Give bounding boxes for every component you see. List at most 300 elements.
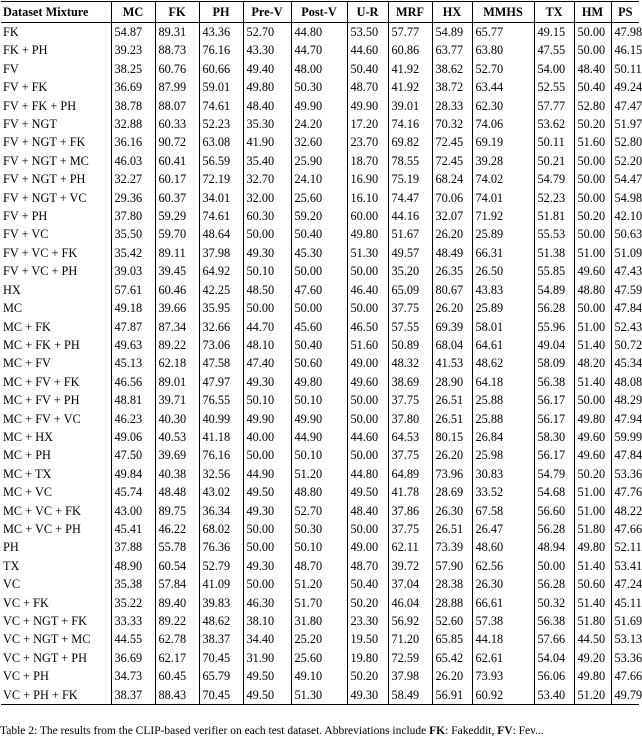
score-cell: 50.21 <box>534 152 574 170</box>
score-cell: 68.04 <box>432 336 472 354</box>
score-cell: 31.80 <box>291 612 347 630</box>
score-cell: 48.10 <box>243 336 291 354</box>
score-cell: 50.00 <box>291 299 347 317</box>
score-cell: 37.75 <box>388 520 432 538</box>
score-cell: 59.01 <box>199 78 243 96</box>
table-row <box>1 23 639 42</box>
score-cell: 36.16 <box>111 133 155 151</box>
score-cell: 43.02 <box>199 483 243 501</box>
score-cell: 68.24 <box>432 170 472 188</box>
score-cell: 43.83 <box>472 281 534 299</box>
caption-abbreviation: FV <box>497 725 513 737</box>
score-cell: 64.92 <box>199 262 243 280</box>
score-cell: 41.53 <box>432 354 472 372</box>
score-cell: 89.11 <box>155 244 199 262</box>
score-cell: 59.99 <box>611 428 639 446</box>
score-cell: 60.30 <box>243 207 291 225</box>
score-cell: 37.86 <box>388 502 432 520</box>
score-cell: 48.40 <box>347 502 388 520</box>
score-cell: 70.32 <box>432 115 472 133</box>
score-cell: 72.59 <box>388 649 432 667</box>
score-cell: 48.48 <box>155 483 199 501</box>
score-cell: 25.20 <box>291 630 347 648</box>
score-cell: 28.38 <box>432 575 472 593</box>
score-cell: 54.79 <box>534 465 574 483</box>
score-cell: 64.61 <box>472 336 534 354</box>
score-cell: 51.30 <box>347 244 388 262</box>
table-row <box>1 557 639 575</box>
score-cell: 50.40 <box>291 336 347 354</box>
score-cell: 39.23 <box>111 41 155 59</box>
score-cell: 55.78 <box>155 538 199 556</box>
score-cell: 31.90 <box>243 649 291 667</box>
score-cell: 78.55 <box>388 152 432 170</box>
score-cell: 50.11 <box>611 60 639 78</box>
table-row <box>1 41 639 59</box>
score-cell: 76.16 <box>199 446 243 464</box>
score-cell: 49.40 <box>243 60 291 78</box>
dataset-mixture-cell: FV + NGT + VC <box>3 190 87 205</box>
score-cell: 46.50 <box>347 318 388 336</box>
score-cell: 63.08 <box>199 133 243 151</box>
score-cell: 74.02 <box>472 170 534 188</box>
score-cell: 35.30 <box>243 115 291 133</box>
score-cell: 24.10 <box>291 170 347 188</box>
dataset-mixture-cell: FV <box>3 61 19 76</box>
score-cell: 45.60 <box>291 318 347 336</box>
score-cell: 16.10 <box>347 189 388 207</box>
column-header: HX <box>432 2 472 23</box>
score-cell: 36.34 <box>199 502 243 520</box>
caption-text: Table 2: The results from the CLIP-based verifier on each test dataset. Abbreviations include <box>0 725 430 737</box>
score-cell: 44.90 <box>243 465 291 483</box>
score-cell: 38.25 <box>111 60 155 78</box>
score-cell: 60.54 <box>155 557 199 575</box>
score-cell: 44.55 <box>111 630 155 648</box>
score-cell: 26.84 <box>472 428 534 446</box>
score-cell: 49.50 <box>347 483 388 501</box>
score-cell: 53.40 <box>534 686 574 705</box>
score-cell: 62.17 <box>155 649 199 667</box>
score-cell: 49.80 <box>574 538 611 556</box>
score-cell: 47.84 <box>611 446 639 464</box>
score-cell: 36.69 <box>111 78 155 96</box>
table-row <box>1 133 639 151</box>
score-cell: 41.90 <box>243 133 291 151</box>
score-cell: 34.73 <box>111 667 155 685</box>
table-row <box>1 483 639 501</box>
table-row <box>1 299 639 317</box>
score-cell: 58.30 <box>534 428 574 446</box>
score-cell: 51.09 <box>611 244 639 262</box>
score-cell: 50.89 <box>388 336 432 354</box>
score-cell: 52.20 <box>611 152 639 170</box>
score-cell: 46.40 <box>347 281 388 299</box>
score-cell: 88.73 <box>155 41 199 59</box>
score-cell: 47.50 <box>111 446 155 464</box>
score-cell: 60.33 <box>155 115 199 133</box>
score-cell: 50.00 <box>347 520 388 538</box>
score-cell: 69.39 <box>432 318 472 336</box>
score-cell: 89.22 <box>155 336 199 354</box>
score-cell: 72.45 <box>432 133 472 151</box>
score-cell: 49.60 <box>347 373 388 391</box>
score-cell: 50.00 <box>534 557 574 575</box>
score-cell: 40.53 <box>155 428 199 446</box>
score-cell: 41.18 <box>199 428 243 446</box>
score-cell: 44.80 <box>347 465 388 483</box>
score-cell: 50.00 <box>347 410 388 428</box>
score-cell: 47.97 <box>199 373 243 391</box>
score-cell: 48.29 <box>611 391 639 409</box>
score-cell: 28.69 <box>432 483 472 501</box>
score-cell: 88.43 <box>155 686 199 705</box>
score-cell: 32.56 <box>199 465 243 483</box>
score-cell: 35.50 <box>111 225 155 243</box>
dataset-mixture-cell: VC + FK <box>3 595 49 610</box>
score-cell: 74.61 <box>199 207 243 225</box>
score-cell: 41.09 <box>199 575 243 593</box>
score-cell: 24.20 <box>291 115 347 133</box>
score-cell: 60.17 <box>155 170 199 188</box>
table-row <box>1 373 639 391</box>
score-cell: 38.37 <box>199 630 243 648</box>
score-cell: 47.59 <box>611 281 639 299</box>
table-row <box>1 170 639 188</box>
score-cell: 49.30 <box>243 373 291 391</box>
score-cell: 69.82 <box>388 133 432 151</box>
dataset-mixture-cell: FV + VC + FK <box>3 245 78 260</box>
score-cell: 40.00 <box>243 428 291 446</box>
score-cell: 39.03 <box>111 262 155 280</box>
score-cell: 44.16 <box>388 207 432 225</box>
table-row <box>1 244 639 262</box>
score-cell: 63.77 <box>432 41 472 59</box>
score-cell: 58.49 <box>388 686 432 705</box>
score-cell: 32.70 <box>243 170 291 188</box>
score-cell: 66.31 <box>472 244 534 262</box>
score-cell: 37.98 <box>388 667 432 685</box>
score-cell: 39.28 <box>472 152 534 170</box>
table-row <box>1 649 639 667</box>
score-cell: 46.22 <box>155 520 199 538</box>
score-cell: 44.80 <box>291 23 347 42</box>
score-cell: 57.38 <box>472 612 534 630</box>
results-table <box>1 1 642 705</box>
score-cell: 55.96 <box>534 318 574 336</box>
caption-text: : Fev... <box>512 725 544 737</box>
score-cell: 25.60 <box>291 649 347 667</box>
score-cell: 47.40 <box>243 354 291 372</box>
score-cell: 74.61 <box>199 97 243 115</box>
score-cell: 45.11 <box>611 594 639 612</box>
score-cell: 50.40 <box>347 575 388 593</box>
score-cell: 25.98 <box>472 446 534 464</box>
score-cell: 50.00 <box>243 575 291 593</box>
score-cell: 37.80 <box>111 207 155 225</box>
score-cell: 47.66 <box>611 667 639 685</box>
score-cell: 48.20 <box>574 354 611 372</box>
score-cell: 68.02 <box>199 520 243 538</box>
score-cell: 48.00 <box>291 60 347 78</box>
score-cell: 46.23 <box>111 410 155 428</box>
score-cell: 45.41 <box>111 520 155 538</box>
score-cell: 35.40 <box>243 152 291 170</box>
column-header: TX <box>534 2 574 23</box>
score-cell: 40.38 <box>155 465 199 483</box>
score-cell: 48.62 <box>199 612 243 630</box>
score-cell: 51.30 <box>291 686 347 705</box>
score-cell: 60.66 <box>199 60 243 78</box>
score-cell: 52.55 <box>534 78 574 96</box>
score-cell: 47.24 <box>611 575 639 593</box>
score-cell: 37.98 <box>199 244 243 262</box>
score-cell: 54.89 <box>534 281 574 299</box>
score-cell: 33.52 <box>472 483 534 501</box>
score-cell: 25.88 <box>472 410 534 428</box>
score-cell: 28.33 <box>432 97 472 115</box>
score-cell: 47.58 <box>199 354 243 372</box>
score-cell: 49.63 <box>111 336 155 354</box>
dataset-mixture-cell: MC + VC + PH <box>3 521 81 536</box>
score-cell: 56.28 <box>534 520 574 538</box>
score-cell: 17.20 <box>347 115 388 133</box>
score-cell: 49.30 <box>243 557 291 575</box>
score-cell: 52.80 <box>611 133 639 151</box>
score-cell: 50.11 <box>534 133 574 151</box>
dataset-mixture-cell: MC <box>3 301 23 316</box>
score-cell: 38.37 <box>111 686 155 705</box>
score-cell: 54.47 <box>611 170 639 188</box>
score-cell: 39.72 <box>388 557 432 575</box>
score-cell: 62.61 <box>472 649 534 667</box>
score-cell: 38.78 <box>111 97 155 115</box>
score-cell: 49.90 <box>243 410 291 428</box>
score-cell: 39.66 <box>155 299 199 317</box>
score-cell: 65.85 <box>432 630 472 648</box>
score-cell: 50.30 <box>291 78 347 96</box>
score-cell: 37.88 <box>111 538 155 556</box>
score-cell: 49.80 <box>243 78 291 96</box>
table-row <box>1 391 639 409</box>
column-header: PS <box>611 2 639 23</box>
score-cell: 88.07 <box>155 97 199 115</box>
score-cell: 26.35 <box>432 262 472 280</box>
score-cell: 48.80 <box>291 483 347 501</box>
score-cell: 47.76 <box>611 483 639 501</box>
score-cell: 50.00 <box>574 170 611 188</box>
score-cell: 80.15 <box>432 428 472 446</box>
score-cell: 53.36 <box>611 649 639 667</box>
score-cell: 56.38 <box>534 612 574 630</box>
dataset-mixture-cell: MC + HX <box>3 429 53 444</box>
score-cell: 44.18 <box>472 630 534 648</box>
score-cell: 43.30 <box>243 41 291 59</box>
score-cell: 32.88 <box>111 115 155 133</box>
score-cell: 37.75 <box>388 446 432 464</box>
score-cell: 40.30 <box>155 410 199 428</box>
table-row <box>1 446 639 464</box>
score-cell: 41.92 <box>388 60 432 78</box>
score-cell: 50.00 <box>574 41 611 59</box>
score-cell: 63.80 <box>472 41 534 59</box>
score-cell: 50.20 <box>574 207 611 225</box>
table-row <box>1 78 639 96</box>
dataset-mixture-cell: VC + NGT + FK <box>3 614 88 628</box>
score-cell: 48.08 <box>611 373 639 391</box>
score-cell: 18.70 <box>347 152 388 170</box>
score-cell: 51.20 <box>291 465 347 483</box>
dataset-mixture-cell: FK + PH <box>3 43 48 58</box>
score-cell: 56.06 <box>534 667 574 685</box>
score-cell: 28.88 <box>432 594 472 612</box>
score-cell: 35.38 <box>111 575 155 593</box>
score-cell: 54.79 <box>534 170 574 188</box>
score-cell: 34.01 <box>199 189 243 207</box>
dataset-mixture-cell: FV + NGT + FK <box>3 135 86 150</box>
dataset-mixture-cell: FV + VC + PH <box>3 264 78 279</box>
score-cell: 56.17 <box>534 391 574 409</box>
score-cell: 52.11 <box>611 538 639 556</box>
score-cell: 50.30 <box>291 520 347 538</box>
score-cell: 51.69 <box>611 612 639 630</box>
score-cell: 60.41 <box>155 152 199 170</box>
table-row <box>1 612 639 630</box>
score-cell: 49.50 <box>243 667 291 685</box>
score-cell: 32.66 <box>199 318 243 336</box>
score-cell: 50.10 <box>243 262 291 280</box>
score-cell: 47.98 <box>611 23 639 42</box>
dataset-mixture-cell: FV + PH <box>3 209 48 224</box>
table-row <box>1 465 639 483</box>
score-cell: 73.06 <box>199 336 243 354</box>
score-cell: 39.69 <box>155 446 199 464</box>
score-cell: 26.47 <box>472 520 534 538</box>
score-cell: 56.17 <box>534 446 574 464</box>
score-cell: 49.80 <box>291 373 347 391</box>
column-header: Dataset Mixture <box>1 2 111 23</box>
score-cell: 36.69 <box>111 649 155 667</box>
dataset-mixture-cell: MC + PH <box>3 448 51 463</box>
score-cell: 47.94 <box>611 410 639 428</box>
score-cell: 51.40 <box>574 336 611 354</box>
score-cell: 52.60 <box>432 612 472 630</box>
score-cell: 54.89 <box>432 23 472 42</box>
score-cell: 28.90 <box>432 373 472 391</box>
score-cell: 50.20 <box>347 667 388 685</box>
score-cell: 73.96 <box>432 465 472 483</box>
dataset-mixture-cell: FV + NGT <box>3 117 57 132</box>
table-row <box>1 594 639 612</box>
score-cell: 89.22 <box>155 612 199 630</box>
score-cell: 48.90 <box>111 557 155 575</box>
score-cell: 38.69 <box>388 373 432 391</box>
score-cell: 48.60 <box>472 538 534 556</box>
score-cell: 49.06 <box>111 428 155 446</box>
dataset-mixture-cell: MC + FV <box>3 356 51 371</box>
score-cell: 38.62 <box>432 60 472 78</box>
score-cell: 16.90 <box>347 170 388 188</box>
score-cell: 67.58 <box>472 502 534 520</box>
score-cell: 64.53 <box>388 428 432 446</box>
table-caption <box>0 724 640 738</box>
score-cell: 50.00 <box>574 152 611 170</box>
score-cell: 72.45 <box>432 152 472 170</box>
score-cell: 45.30 <box>291 244 347 262</box>
dataset-mixture-cell: PH <box>3 540 19 555</box>
column-header: Pre-V <box>243 2 291 23</box>
column-header: MRF <box>388 2 432 23</box>
score-cell: 76.55 <box>199 391 243 409</box>
score-cell: 25.60 <box>291 189 347 207</box>
score-cell: 49.15 <box>534 23 574 42</box>
dataset-mixture-cell: MC + FK <box>3 319 51 334</box>
dataset-mixture-cell: FV + VC <box>3 227 49 242</box>
score-cell: 60.00 <box>347 207 388 225</box>
score-cell: 50.63 <box>611 225 639 243</box>
table-row <box>1 189 639 207</box>
score-cell: 64.89 <box>388 465 432 483</box>
score-cell: 47.87 <box>111 318 155 336</box>
score-cell: 49.30 <box>347 686 388 705</box>
table-row <box>1 152 639 170</box>
score-cell: 66.61 <box>472 594 534 612</box>
score-cell: 49.80 <box>574 667 611 685</box>
score-cell: 51.40 <box>574 373 611 391</box>
score-cell: 62.11 <box>388 538 432 556</box>
score-cell: 48.80 <box>574 281 611 299</box>
score-cell: 37.75 <box>388 391 432 409</box>
score-cell: 50.20 <box>574 465 611 483</box>
table-row <box>1 667 639 685</box>
score-cell: 50.20 <box>574 115 611 133</box>
table-row <box>1 575 639 593</box>
score-cell: 53.50 <box>347 23 388 42</box>
table-row <box>1 630 639 648</box>
score-cell: 51.97 <box>611 115 639 133</box>
score-cell: 46.04 <box>388 594 432 612</box>
score-cell: 50.00 <box>291 262 347 280</box>
score-cell: 26.20 <box>432 446 472 464</box>
score-cell: 47.66 <box>611 520 639 538</box>
score-cell: 76.16 <box>199 41 243 59</box>
score-cell: 70.06 <box>432 189 472 207</box>
dataset-mixture-cell: MC + VC <box>3 485 53 500</box>
score-cell: 90.72 <box>155 133 199 151</box>
score-cell: 50.00 <box>347 446 388 464</box>
table-row <box>1 520 639 538</box>
score-cell: 89.75 <box>155 502 199 520</box>
score-cell: 43.00 <box>111 502 155 520</box>
score-cell: 60.46 <box>155 281 199 299</box>
score-cell: 50.10 <box>291 538 347 556</box>
score-cell: 19.80 <box>347 649 388 667</box>
score-cell: 51.40 <box>574 557 611 575</box>
score-cell: 70.45 <box>199 686 243 705</box>
score-cell: 76.36 <box>199 538 243 556</box>
score-cell: 58.01 <box>472 318 534 336</box>
score-cell: 51.81 <box>534 207 574 225</box>
score-cell: 52.70 <box>472 60 534 78</box>
score-cell: 48.70 <box>347 78 388 96</box>
caption-abbreviation: FK <box>429 725 446 737</box>
score-cell: 50.72 <box>611 336 639 354</box>
score-cell: 74.47 <box>388 189 432 207</box>
score-cell: 73.93 <box>472 667 534 685</box>
score-cell: 75.19 <box>388 170 432 188</box>
score-cell: 50.10 <box>291 391 347 409</box>
table-row <box>1 281 639 299</box>
